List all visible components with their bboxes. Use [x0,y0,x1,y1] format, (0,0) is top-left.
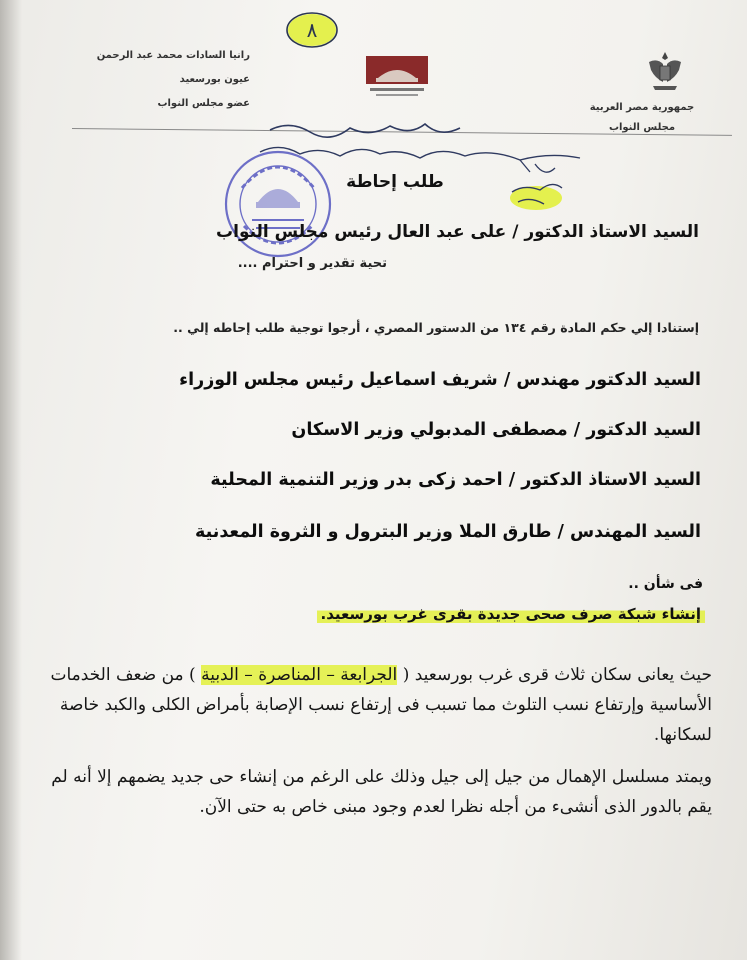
highlighted-annotation [500,176,570,216]
institution-name: مجلس النواب [608,122,676,133]
intro-line: إستنادا إلي حكم المادة رقم ١٣٤ من الدستور المصري ، أرجوا توجية طلب إحاطه إلي .. [173,320,699,335]
addressee-4: السيد المهندس / طارق الملا وزير البترول و الثروة المعدنية [195,522,701,542]
regarding-label: فى شأن .. [628,576,703,592]
page-number: ٨ [306,18,318,42]
country-name: جمهورية مصر العربية [589,102,695,113]
body-p1-end: ) من ضعف الخدمات الأساسية وإرتفاع نسب التلوث مما تسبب فى إرتفاع نسب الإصابة بأمراض الكلى والكبد خاصة لسكانها. [50,665,712,745]
header-right-block [577,98,707,138]
page-edge-shadow [0,0,22,960]
official-stamp [222,148,334,260]
subject-text: إنشاء شبكة صرف صحى جديدة بقرى غرب بورسعيد. [317,605,705,623]
eagle-emblem-icon [645,48,685,94]
parliament-logo-icon [362,50,432,105]
member-title: عضو مجلس النواب [157,98,250,109]
addressee-1: السيد الدكتور مهندس / شريف اسماعيل رئيس مجلس الوزراء [179,370,701,390]
greeting-line: تحية تقدير و احترام .... [237,256,387,271]
member-name: رانيا السادات محمد عبد الرحمن [96,50,250,61]
subject-line [317,604,705,623]
header-left-block [60,44,250,116]
addressee-2: السيد الدكتور / مصطفى المدبولي وزير الاسكان [291,420,701,440]
body-p1-start: حيث يعانى سكان ثلاث قرى غرب بورسعيد ( [397,665,712,685]
document-title: طلب إحاطة [346,172,444,192]
addressee-3: السيد الاستاذ الدكتور / احمد زكى بدر وزير التنمية المحلية [210,470,701,490]
member-district: عيون بورسعيد [179,74,250,85]
body-paragraph-1 [36,660,712,750]
recipient-line: السيد الاستاذ الدكتور / على عبد العال رئيس مجلس النواب [216,222,699,242]
page-number-mark [284,10,340,50]
villages-highlight: الجرابعة – المناصرة – الدبية [201,665,398,685]
body-paragraph-2: ويمتد مسلسل الإهمال من جيل إلى جيل وذلك على الرغم من إنشاء حى جديد يضمهم إلا أنه لم يقم بالدور الذى أنشىء من أجله نظرا لعدم وجود مبنى خاص به حتى الآن. [51,767,712,817]
